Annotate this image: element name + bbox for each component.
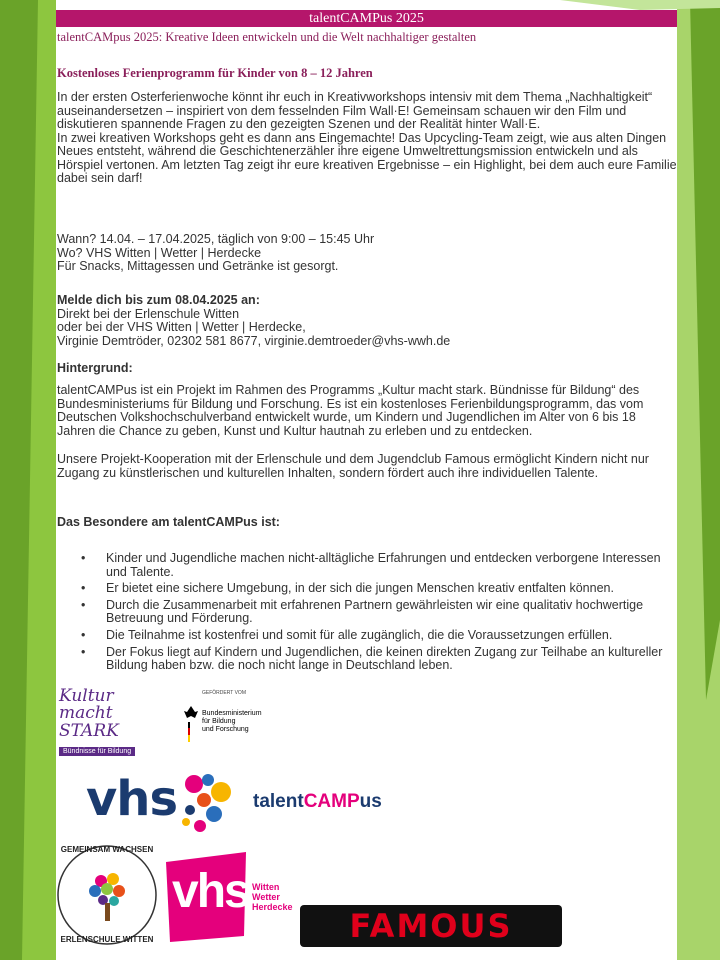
title-bar: talentCAMPus 2025 — [56, 10, 677, 27]
registration-line: Direkt bei der Erlenschule Witten — [57, 306, 240, 321]
background-label: Hintergrund: — [57, 361, 133, 375]
list-item: • Durch die Zusammenarbeit mit erfahrenen Partnern gewährleisten wir eine qualitativ hochwertige Betreuung und Förderung. — [81, 597, 644, 626]
erlenschule-logo: GEMEINSAM WACHSEN ERLENSCHULE WITTEN — [57, 845, 157, 945]
bullet-icon: • — [81, 597, 86, 612]
intro-text — [57, 91, 677, 186]
intro-paragraph: In zwei kreativen Workshops geht es dann ans Eingemachte! Das Upcycling-Team zeigt, wie aus alten Dingen Neues entsteht, während die Geschichtenerzähler ihre eigene Umweltrettungsmission entwickeln und als Hörspiel vertonen. Am letzten Tag zeigt ihr eure kreativen Ergebnisse – ein Highlight, bei dem auch eure Familie dabei sein darf! — [57, 130, 677, 185]
famous-logo: FAMOUS — [300, 905, 562, 947]
info-catering: Für Snacks, Mittagessen und Getränke ist gesorgt. — [57, 259, 339, 273]
bmbf-logo: GEFÖRDERT VOM Bundesministerium für Bildung und Forschung — [182, 690, 302, 750]
federal-eagle-icon — [182, 704, 200, 744]
registration-label: Melde dich bis zum 08.04.2025 an: — [57, 293, 260, 307]
vhs-logo: vhs — [86, 770, 246, 840]
subtitle: talentCAMpus 2025: Kreative Ideen entwickeln und die Welt nachhaltiger gestalten — [57, 30, 477, 44]
tree-icon — [57, 845, 157, 945]
cooperation-paragraph: Unsere Projekt-Kooperation mit der Erlenschule und dem Jugendclub Famous ermöglicht Kindern nicht nur Zugang zu künstlerischen und kulturellen Inhalten, sondern fördert auch ihre individuellen Talente. — [57, 452, 649, 480]
background-paragraph: talentCAMPus ist ein Projekt im Rahmen des Programms „Kultur macht stark. Bündnisse für Bildung“ des Bundesministeriums für Bildung und Forschung. Es ist ein kostenloses Ferienbildungsprogramm, das vom Deutschen Volkshochschulverband entwickelt wurde, um Kindern und Jugendlichen im Alter von 6 bis 18 Jahren die Chance zu geben, Kunst und Kultur hautnah zu erleben und zu entdecken. — [57, 383, 644, 438]
bullet-icon: • — [81, 644, 86, 659]
special-list — [81, 552, 671, 676]
info-where: Wo? VHS Witten | Wetter | Herdecke — [57, 245, 262, 260]
bullet-icon: • — [81, 551, 86, 565]
program-heading: Kostenloses Ferienprogramm für Kinder von 8 – 12 Jahren — [57, 66, 373, 80]
flyer-page — [56, 10, 677, 948]
special-label: Das Besondere am talentCAMPus ist: — [57, 515, 280, 529]
intro-paragraph: In der ersten Osterferienwoche könnt ihr euch in Kreativworkshops intensiv mit dem Thema „Nachhaltigkeit“ auseinandersetzen – inspiriert von dem fesselnden Film Wall·E! Gemeinsam schauen wir den Film und diskutieren spannende Fragen zu den gezeigten Szenen und der Realität hinter Wall·E. — [57, 90, 653, 131]
registration-line: oder bei der VHS Witten | Wetter | Herdecke, — [57, 320, 306, 334]
vhs-dots-icon — [176, 770, 246, 840]
registration — [57, 294, 677, 348]
vhs-wwh-logo: vhs Witten Wetter Herdecke — [166, 852, 296, 942]
list-item: • Die Teilnahme ist kostenfrei und somit für alle zugänglich, die die Voraussetzungen erfüllen. — [81, 627, 613, 642]
list-item: • Kinder und Jugendliche machen nicht-alltägliche Erfahrungen und entdecken verborgene Interessen und Talente. — [81, 551, 661, 579]
list-item: • Er bietet eine sichere Umgebung, in der sich die jungen Menschen kreativ entfalten können. — [81, 581, 614, 596]
registration-contact[interactable]: Virginie Demtröder, 02302 581 8677, virginie.demtroeder@vhs-wwh.de — [57, 333, 451, 348]
bullet-icon: • — [81, 581, 86, 596]
info-when: Wann? 14.04. – 17.04.2025, täglich von 9:00 – 15:45 Uhr — [57, 232, 375, 246]
list-item: • Der Fokus liegt auf Kindern und Jugendlichen, die keinen direkten Zugang zur Teilhabe an kultureller Bildung haben bzw. die noch nicht lange in Deutschland leben. — [81, 644, 663, 673]
talentcampus-logo: talentCAMPus — [253, 791, 382, 812]
event-info — [57, 233, 677, 274]
kultur-macht-stark-logo: Kultur macht STARK Bündnisse für Bildung — [59, 688, 169, 748]
bullet-icon: • — [81, 627, 86, 642]
